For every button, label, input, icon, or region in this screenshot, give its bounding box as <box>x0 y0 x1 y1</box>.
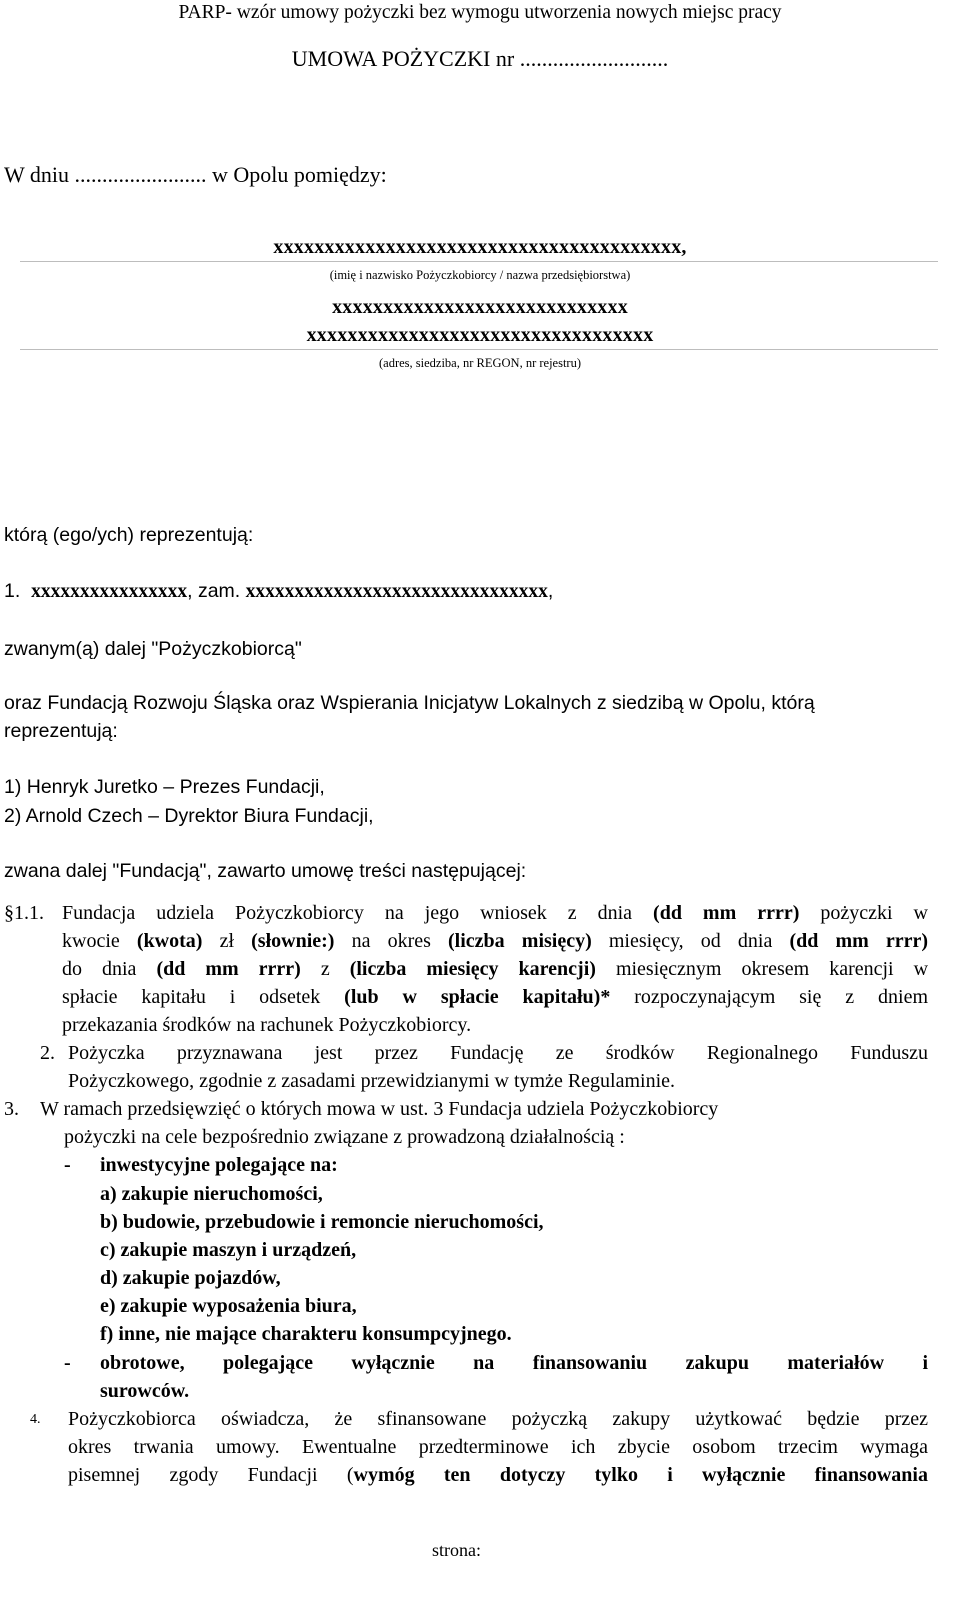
section-1-line-3 <box>62 958 928 981</box>
section-4-line-3 <box>68 1464 928 1487</box>
text-run: pożyczki w <box>820 902 928 924</box>
borrower-name-caption: (imię i nazwisko Pożyczkobiorcy / nazwa przedsiębiorstwa) <box>329 268 631 282</box>
investment-item: a) zakupie nieruchomości, <box>100 1183 323 1205</box>
foundation-line-2: reprezentują: <box>4 720 118 742</box>
working-capital-line-2: surowców. <box>100 1380 190 1402</box>
text-run: na okres <box>351 930 431 952</box>
section-2-line-2: Pożyczkowego, zgodnie z zasadami przewidzianymi w tymże Regulaminie. <box>68 1070 676 1092</box>
investment-heading: inwestycyjne polegające na: <box>100 1154 338 1176</box>
section-4-number: 4. <box>30 1412 41 1427</box>
section-4-line-2: okres trwania umowy. Ewentualne przedterminowe ich zbycie osobom trzecim wymaga <box>68 1436 928 1458</box>
section-3-line-2: pożyczki na cele bezpośrednio związane z prowadzoną działalnością : <box>64 1126 625 1148</box>
investment-item: d) zakupie pojazdów, <box>100 1267 281 1289</box>
placeholder-grace-months: (liczba miesięcy karencji) <box>349 958 596 980</box>
section-3-line-1: W ramach przedsięwzięć o których mowa w ust. 3 Fundacja udziela Pożyczkobiorcy <box>40 1098 719 1120</box>
text-run: spłacie kapitału i odsetek <box>62 986 321 1008</box>
borrower-address-line-1: xxxxxxxxxxxxxxxxxxxxxxxxxxxxx <box>332 296 628 318</box>
section-4-line-1: Pożyczkobiorca oświadcza, że sfinansowane pożyczką zakupy użytkować będzie przez <box>68 1408 928 1430</box>
person-1-number: 1. <box>4 580 21 602</box>
section-1-line-2 <box>62 930 928 953</box>
investment-item: b) budowie, przebudowie i remoncie nieruchomości, <box>100 1211 544 1233</box>
placeholder-words: (słownie:) <box>251 930 335 952</box>
placeholder-date: (dd mm rrrr) <box>156 958 301 980</box>
text-run: z <box>320 958 330 980</box>
person-1-address: xxxxxxxxxxxxxxxxxxxxxxxxxxxxxxx <box>245 581 548 602</box>
page-header: PARP- wzór umowy pożyczki bez wymogu utworzenia nowych miejsc pracy <box>178 2 782 23</box>
page-footer: strona: <box>432 1540 481 1560</box>
bullet-dash: - <box>64 1352 71 1374</box>
placeholder-date: (dd mm rrrr) <box>653 902 800 924</box>
borrower-designation: zwanym(ą) dalej "Pożyczkobiorcą" <box>4 638 302 660</box>
borrower-name-placeholder: xxxxxxxxxxxxxxxxxxxxxxxxxxxxxxxxxxxxxxxx, <box>273 236 687 258</box>
person-1 <box>4 580 553 603</box>
person-1-separator: , zam. <box>187 580 246 602</box>
person-1-name: xxxxxxxxxxxxxxxx <box>31 581 188 602</box>
section-1-line-4 <box>62 986 928 1009</box>
foundation-designation: zwana dalej "Fundacją", zawarto umowę treści następującej: <box>4 860 527 882</box>
section-1-line-5: przekazania środków na rachunek Pożyczkobiorcy. <box>62 1014 472 1036</box>
text-run: do dnia <box>62 958 137 980</box>
text-run: miesięcy, od dnia <box>608 930 773 952</box>
text-run: miesięcznym okresem karencji w <box>615 958 929 980</box>
borrower-address-line-2: xxxxxxxxxxxxxxxxxxxxxxxxxxxxxxxxxx <box>306 324 654 346</box>
text-run: Fundacja udziela Pożyczkobiorcy na jego wniosek z dnia <box>62 902 633 924</box>
representative-1: 1) Henryk Juretko – Prezes Fundacji, <box>4 776 325 798</box>
section-3-number: 3. <box>4 1098 19 1120</box>
section-2-number: 2. <box>40 1042 55 1064</box>
text-run: pisemnej zgody Fundacji ( <box>68 1464 354 1486</box>
placeholder-option: (lub w spłacie kapitału)* <box>344 986 611 1008</box>
working-capital-line-1: obrotowe, polegające wyłącznie na finansowaniu zakupu materiałów i <box>100 1352 928 1374</box>
section-2-line-1: Pożyczka przyznawana jest przez Fundację ze środków Regionalnego Funduszu <box>68 1042 928 1064</box>
text-run: kwocie <box>62 930 120 952</box>
divider <box>20 349 938 350</box>
bullet-dash: - <box>64 1154 71 1176</box>
document-title: UMOWA POŻYCZKI nr ........................... <box>291 46 669 71</box>
placeholder-months: (liczba misięcy) <box>448 930 592 952</box>
text-run: zł <box>219 930 234 952</box>
section-1-line-1 <box>62 902 928 925</box>
representative-2: 2) Arnold Czech – Dyrektor Biura Fundacji, <box>4 805 374 827</box>
date-line: W dniu ........................ w Opolu pomiędzy: <box>4 162 387 187</box>
placeholder-date: (dd mm rrrr) <box>789 930 929 952</box>
foundation-line-1: oraz Fundacją Rozwoju Śląska oraz Wspierania Inicjatyw Lokalnych z siedzibą w Opolu, którą <box>4 692 815 714</box>
person-1-end: , <box>547 580 554 602</box>
investment-item: c) zakupie maszyn i urządzeń, <box>100 1239 357 1261</box>
divider <box>20 261 938 262</box>
borrower-address-caption: (adres, siedziba, nr REGON, nr rejestru) <box>378 356 581 370</box>
investment-item: f) inne, nie mające charakteru konsumpcyjnego. <box>100 1323 512 1345</box>
text-run-bold: wymóg ten dotyczy tylko i wyłącznie finansowania <box>353 1464 928 1486</box>
representation-line: którą (ego/ych) reprezentują: <box>4 524 254 546</box>
text-run: rozpoczynającym się z dniem <box>634 986 929 1008</box>
investment-item: e) zakupie wyposażenia biura, <box>100 1295 357 1317</box>
placeholder-amount: (kwota) <box>136 930 203 952</box>
section-1-marker: §1.1. <box>4 902 44 924</box>
